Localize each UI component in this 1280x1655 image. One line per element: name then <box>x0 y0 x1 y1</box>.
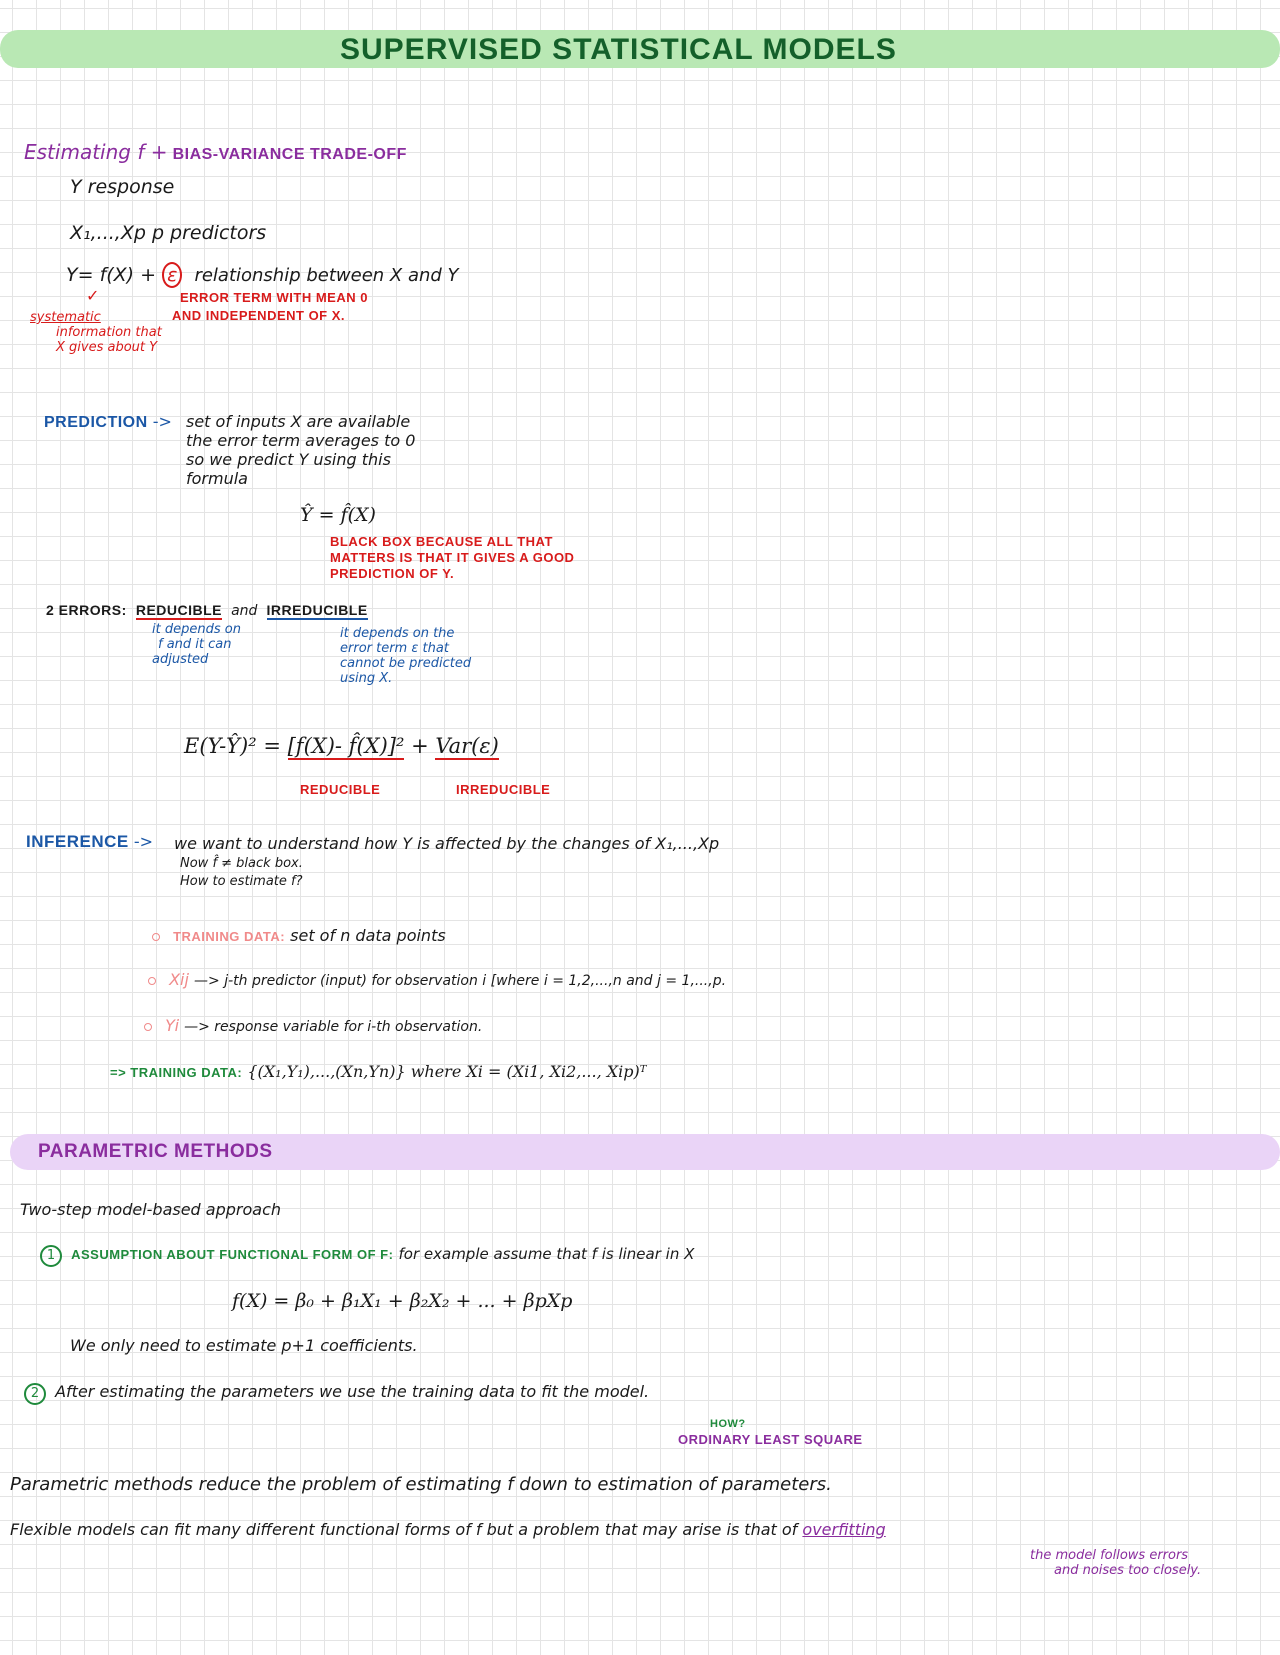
two-step-intro: Two-step model-based approach <box>20 1200 282 1219</box>
how-note: HOW? <box>710 1418 746 1430</box>
prediction-label: PREDICTION <box>44 414 148 431</box>
step-1-label: ASSUMPTION ABOUT FUNCTIONAL FORM OF F: <box>71 1247 394 1262</box>
yi-line <box>144 1016 482 1036</box>
systematic-line-2: information that <box>56 325 162 340</box>
checkmark-icon: ✓ <box>86 286 100 305</box>
training-data-text: set of n data points <box>290 926 446 945</box>
prediction-label-row <box>44 412 172 432</box>
error-equation <box>184 734 499 758</box>
error-note-line-1: ERROR TERM WITH MEAN 0 <box>180 290 368 305</box>
prediction-formula: Ŷ = f̂(X) <box>300 504 376 526</box>
black-box-note <box>330 534 574 582</box>
inference-arrow: -> <box>133 832 154 851</box>
overfitting-note-2: and noises too closely. <box>1054 1563 1202 1578</box>
error-term-note <box>172 290 368 323</box>
step-1-number: 1 <box>40 1245 62 1267</box>
yi-symbol: Yi <box>165 1016 180 1035</box>
model-formula-line <box>66 262 459 288</box>
and-text: and <box>231 603 258 619</box>
reducible-note <box>152 622 241 667</box>
equation-irreducible-term: Var(ε) <box>435 734 499 758</box>
equation-plus: + <box>411 734 429 758</box>
training-set-label: => TRAINING DATA: <box>110 1065 243 1080</box>
irreducible-note-2: error term ε that <box>340 641 449 656</box>
inference-text-1: we want to understand how Y is affected by the changes of X₁,...,Xp <box>174 834 720 853</box>
irreducible-label: IRREDUCIBLE <box>456 782 551 797</box>
training-set-formula: {(X₁,Y₁),...,(Xn,Yn)} where Xi = (Xi1, Xi2,..., Xip)ᵀ <box>247 1062 647 1081</box>
error-note-line-2: AND INDEPENDENT OF X. <box>172 308 346 323</box>
prediction-text-3: so we predict Y using this <box>186 450 391 469</box>
prediction-text-1: set of inputs X are available <box>186 412 411 431</box>
overfitting-term: overfitting <box>802 1520 886 1539</box>
training-data-line <box>152 926 446 946</box>
reducible-heading: REDUCIBLE <box>135 602 222 618</box>
heading-estimating: Estimating f + <box>24 140 168 164</box>
black-box-line-1: BLACK BOX BECAUSE ALL THAT <box>330 534 553 549</box>
x-predictors-line: X₁,...,Xp p predictors <box>70 222 267 244</box>
prediction-text <box>186 412 415 488</box>
summary-line-2 <box>10 1520 886 1539</box>
irreducible-heading: IRREDUCIBLE <box>266 602 368 618</box>
irreducible-note-3: cannot be predicted <box>340 656 472 671</box>
irreducible-note <box>340 626 471 686</box>
summary-line-1: Parametric methods reduce the problem of estimating f down to estimation of parameters. <box>10 1474 832 1495</box>
reducible-label: REDUCIBLE <box>300 782 381 797</box>
overfitting-note-1: the model follows errors <box>1030 1548 1189 1563</box>
prediction-arrow: -> <box>152 412 172 431</box>
errors-label: 2 ERRORS: <box>46 602 127 618</box>
inference-label: INFERENCE <box>26 832 129 851</box>
xij-symbol: Xij <box>169 970 189 989</box>
page-title: SUPERVISED STATISTICAL MODELS <box>340 33 897 66</box>
systematic-line-3: X gives about Y <box>56 340 158 355</box>
step-1-text: for example assume that f is linear in X <box>398 1245 695 1263</box>
inference-text-2: Now f̂ ≠ black box. <box>180 856 303 871</box>
irreducible-note-4: using X. <box>340 671 393 686</box>
inference-text-3: How to estimate f? <box>180 874 303 889</box>
xij-line <box>148 970 726 990</box>
step-1-row <box>40 1244 694 1267</box>
coefficients-note: We only need to estimate p+1 coefficients. <box>70 1336 418 1355</box>
errors-heading <box>46 600 368 619</box>
yi-text: —> response variable for i-th observation. <box>184 1019 483 1035</box>
model-formula: Y= f(X) + <box>66 264 157 286</box>
y-response-line: Y response <box>70 176 175 198</box>
overfitting-note <box>1030 1548 1201 1578</box>
step-2-row <box>24 1382 649 1405</box>
prediction-text-4: formula <box>186 469 248 488</box>
systematic-note <box>30 310 162 355</box>
bullet-icon <box>152 933 160 941</box>
parametric-heading: PARAMETRIC METHODS <box>38 1141 273 1162</box>
relationship-text: relationship between X and Y <box>194 265 459 286</box>
bullet-icon <box>144 1023 152 1031</box>
irreducible-note-1: it depends on the <box>340 626 455 641</box>
step-2-number: 2 <box>24 1383 46 1405</box>
epsilon-circled: ε <box>162 262 182 288</box>
black-box-line-3: PREDICTION OF Y. <box>330 566 455 581</box>
equation-left: E(Y-Ŷ)² = <box>184 734 281 758</box>
xij-text: —> j-th predictor (input) for observation i [where i = 1,2,...,n and j = 1,...,p. <box>194 973 727 989</box>
black-box-line-2: MATTERS IS THAT IT GIVES A GOOD <box>330 550 575 565</box>
step-2-text: After estimating the parameters we use the training data to fit the model. <box>55 1382 650 1401</box>
training-data-label: TRAINING DATA: <box>173 929 286 944</box>
ols-note: ORDINARY LEAST SQUARE <box>678 1432 863 1447</box>
reducible-note-2: f and it can <box>158 637 232 652</box>
bullet-icon <box>148 977 156 985</box>
equation-reducible-term: [f(X)- f̂(X)]² <box>287 734 405 758</box>
training-set-line <box>110 1062 646 1082</box>
inference-label-row <box>26 832 153 852</box>
linear-formula: f(X) = β₀ + β₁X₁ + β₂X₂ + ... + βpXp <box>232 1290 573 1312</box>
prediction-text-2: the error term averages to 0 <box>186 431 416 450</box>
reducible-note-1: it depends on <box>152 622 241 637</box>
section-heading <box>24 140 407 164</box>
reducible-note-3: adjusted <box>152 652 209 667</box>
heading-bias-variance: BIAS-VARIANCE TRADE-OFF <box>172 146 407 163</box>
summary-line-2-text: Flexible models can fit many different functional forms of f but a problem that may arise is that of <box>10 1520 798 1539</box>
systematic-line-1: systematic <box>30 310 101 325</box>
